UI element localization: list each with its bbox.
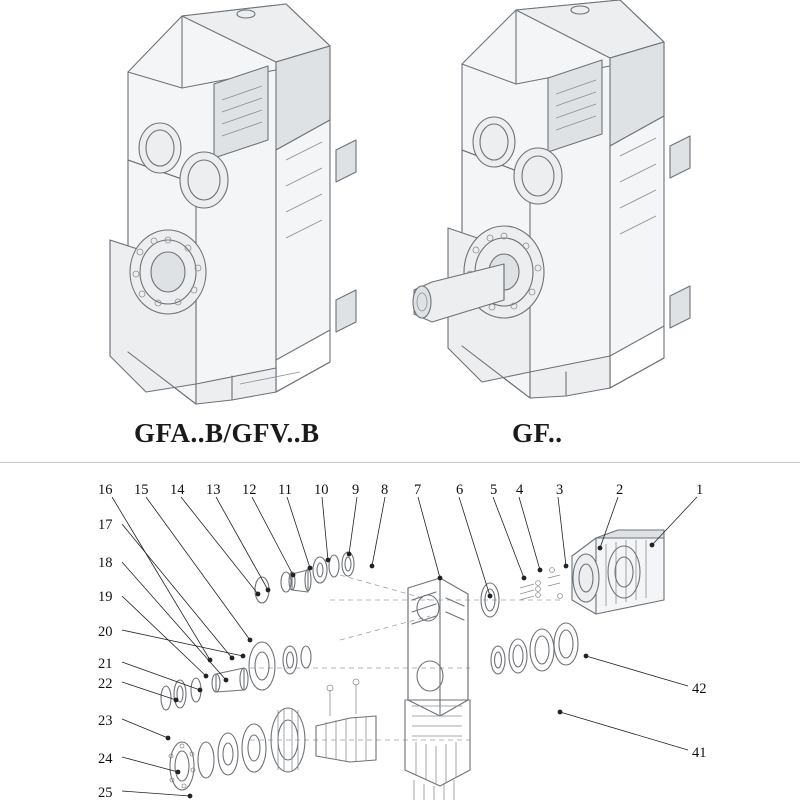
callout-number-17: 17	[98, 517, 113, 533]
callout-number-11: 11	[278, 482, 292, 498]
callout-number-5: 5	[490, 482, 498, 498]
callout-number-9: 9	[352, 482, 360, 498]
callout-number-3: 3	[556, 482, 564, 498]
callout-number-18: 18	[98, 555, 113, 571]
callout-number-23: 23	[98, 713, 113, 729]
model-label-gf: GF..	[512, 418, 563, 448]
gear-unit-view-right-graphic	[413, 0, 690, 398]
callout-number-4: 4	[516, 482, 524, 498]
callout-number-25: 25	[98, 785, 113, 801]
callout-number-1: 1	[696, 482, 704, 498]
gear-unit-view-left-graphic	[110, 4, 356, 404]
callout-number-22: 22	[98, 676, 113, 692]
callout-number-15: 15	[134, 482, 149, 498]
section-divider	[0, 462, 800, 463]
callout-number-7: 7	[414, 482, 422, 498]
callout-number-8: 8	[381, 482, 389, 498]
callout-number-19: 19	[98, 589, 113, 605]
callout-number-41: 41	[692, 745, 707, 761]
callout-number-21: 21	[98, 656, 113, 672]
model-label-gfab: GFA..B/GFV..B	[134, 418, 320, 448]
callout-number-13: 13	[206, 482, 221, 498]
callout-number-14: 14	[170, 482, 185, 498]
callout-number-20: 20	[98, 624, 113, 640]
callout-number-12: 12	[242, 482, 257, 498]
callout-number-24: 24	[98, 751, 113, 767]
callout-number-10: 10	[314, 482, 329, 498]
callout-number-42: 42	[692, 681, 707, 697]
exploded-assembly-graphic	[161, 530, 664, 800]
callout-number-6: 6	[456, 482, 464, 498]
callout-number-2: 2	[616, 482, 624, 498]
callout-number-16: 16	[98, 482, 113, 498]
